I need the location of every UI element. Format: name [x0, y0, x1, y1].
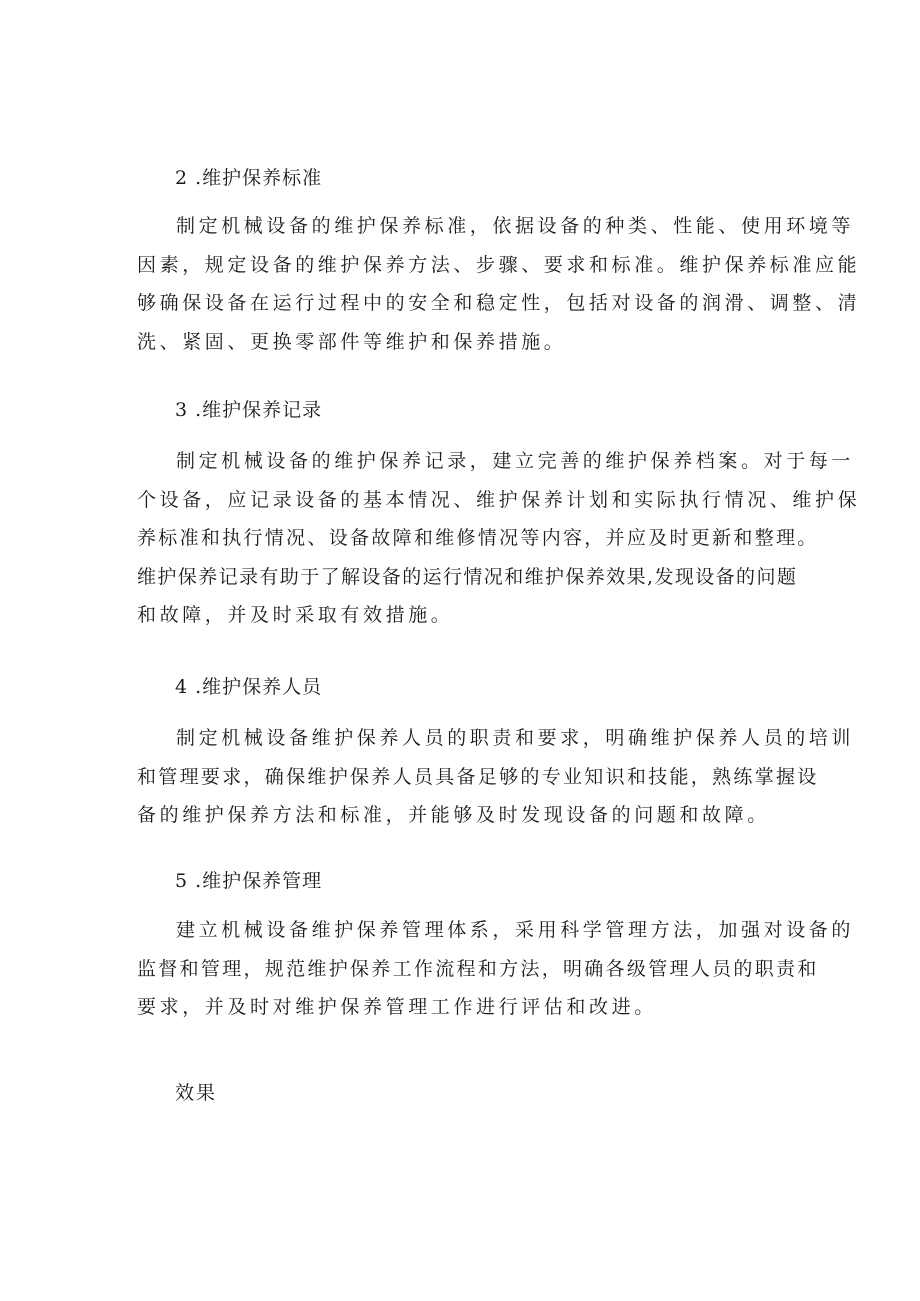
section-paragraph-2: [137, 214, 861, 368]
paragraph-line: 要求，并及时对维护保养管理工作进行评估和改进。: [137, 996, 657, 1018]
paragraph-line: 维护保养记录有助于了解设备的运行情况和维护保养效果,发现设备的问题: [137, 565, 798, 588]
paragraph-line: 备的维护保养方法和标准，并能够及时发现设备的问题和故障。: [137, 804, 770, 826]
closing-heading: 效果: [175, 1082, 218, 1104]
paragraph-line: 和故障，并及时采取有效措施。: [137, 604, 454, 626]
section-heading-5: 5 .维护保养管理: [175, 870, 323, 892]
paragraph-line: 制定机械设备的维护保养记录，建立完善的维护保养档案。对于每一: [176, 450, 855, 472]
section-heading-3: 3 .维护保养记录: [175, 399, 323, 421]
paragraph-line: 个设备，应记录设备的基本情况、维护保养计划和实际执行情况、维护保: [137, 488, 861, 511]
paragraph-line: 洗、紧固、更换零部件等维护和保养措施。: [137, 330, 567, 353]
paragraph-line: 因素，规定设备的维护保养方法、步骤、要求和标准。维护保养标准应能: [137, 253, 861, 276]
section-paragraph-5: [137, 918, 855, 1034]
paragraph-line: 和管理要求，确保维护保养人员具备足够的专业知识和技能，熟练掌握设: [137, 765, 819, 788]
section-heading-2: 2 .维护保养标准: [175, 167, 323, 189]
paragraph-line: 够确保设备在运行过程中的安全和稳定性，包括对设备的润滑、调整、清: [137, 292, 861, 314]
paragraph-line: 制定机械设备的维护保养标准，依据设备的种类、性能、使用环境等: [176, 215, 855, 237]
paragraph-line: 建立机械设备维护保养管理体系，采用科学管理方法，加强对设备的: [176, 919, 855, 941]
section-heading-4: 4 .维护保养人员: [175, 676, 323, 698]
section-paragraph-3: [137, 449, 861, 642]
section-paragraph-4: [137, 726, 855, 842]
paragraph-line: 制定机械设备维护保养人员的职责和要求，明确维护保养人员的培训: [176, 727, 855, 749]
paragraph-line: 养标准和执行情况、设备故障和维修情况等内容，并应及时更新和整理。: [137, 527, 819, 549]
paragraph-line: 监督和管理，规范维护保养工作流程和方法，明确各级管理人员的职责和: [137, 957, 819, 980]
